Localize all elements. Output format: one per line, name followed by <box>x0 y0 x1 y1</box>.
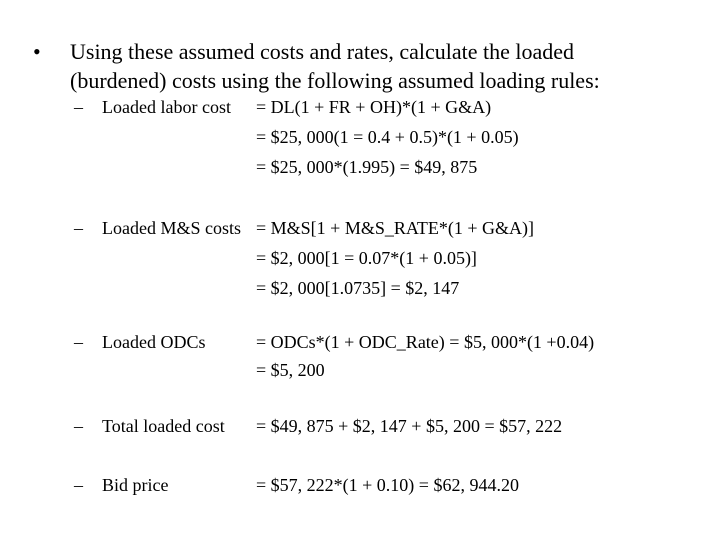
intro-line-1: Using these assumed costs and rates, calculate the loaded <box>70 39 575 64</box>
ms-formula-line: = M&S[1 + M&S_RATE*(1 + G&A)] <box>256 218 534 238</box>
intro-text <box>70 37 670 95</box>
item-label-total: Total loaded cost <box>102 416 225 436</box>
item-label-ms: Loaded M&S costs <box>102 218 241 238</box>
labor-formula-line: = $25, 000(1 = 0.4 + 0.5)*(1 + 0.05) <box>256 127 519 147</box>
labor-formula-line: = $25, 000*(1.995) = $49, 875 <box>256 157 478 177</box>
item-label-bid: Bid price <box>102 475 169 495</box>
dash-icon: – <box>74 475 83 495</box>
item-label-odcs: Loaded ODCs <box>102 332 206 352</box>
intro-line-2: (burdened) costs using the following assumed loading rules: <box>70 68 600 93</box>
ms-formula-line: = $2, 000[1 = 0.07*(1 + 0.05)] <box>256 248 477 268</box>
dash-icon: – <box>74 416 83 436</box>
bid-formula-line: = $57, 222*(1 + 0.10) = $62, 944.20 <box>256 475 519 495</box>
odcs-formula-line: = $5, 200 <box>256 360 325 380</box>
dash-icon: – <box>74 97 83 117</box>
bullet-icon: • <box>33 39 41 64</box>
total-formula-line: = $49, 875 + $2, 147 + $5, 200 = $57, 222 <box>256 416 563 436</box>
item-label-labor: Loaded labor cost <box>102 97 231 117</box>
dash-icon: – <box>74 218 83 238</box>
odcs-formula-line: = ODCs*(1 + ODC_Rate) = $5, 000*(1 +0.04) <box>256 332 595 352</box>
ms-formula-line: = $2, 000[1.0735] = $2, 147 <box>256 278 460 298</box>
labor-formula-line: = DL(1 + FR + OH)*(1 + G&A) <box>256 97 492 117</box>
dash-icon: – <box>74 332 83 352</box>
